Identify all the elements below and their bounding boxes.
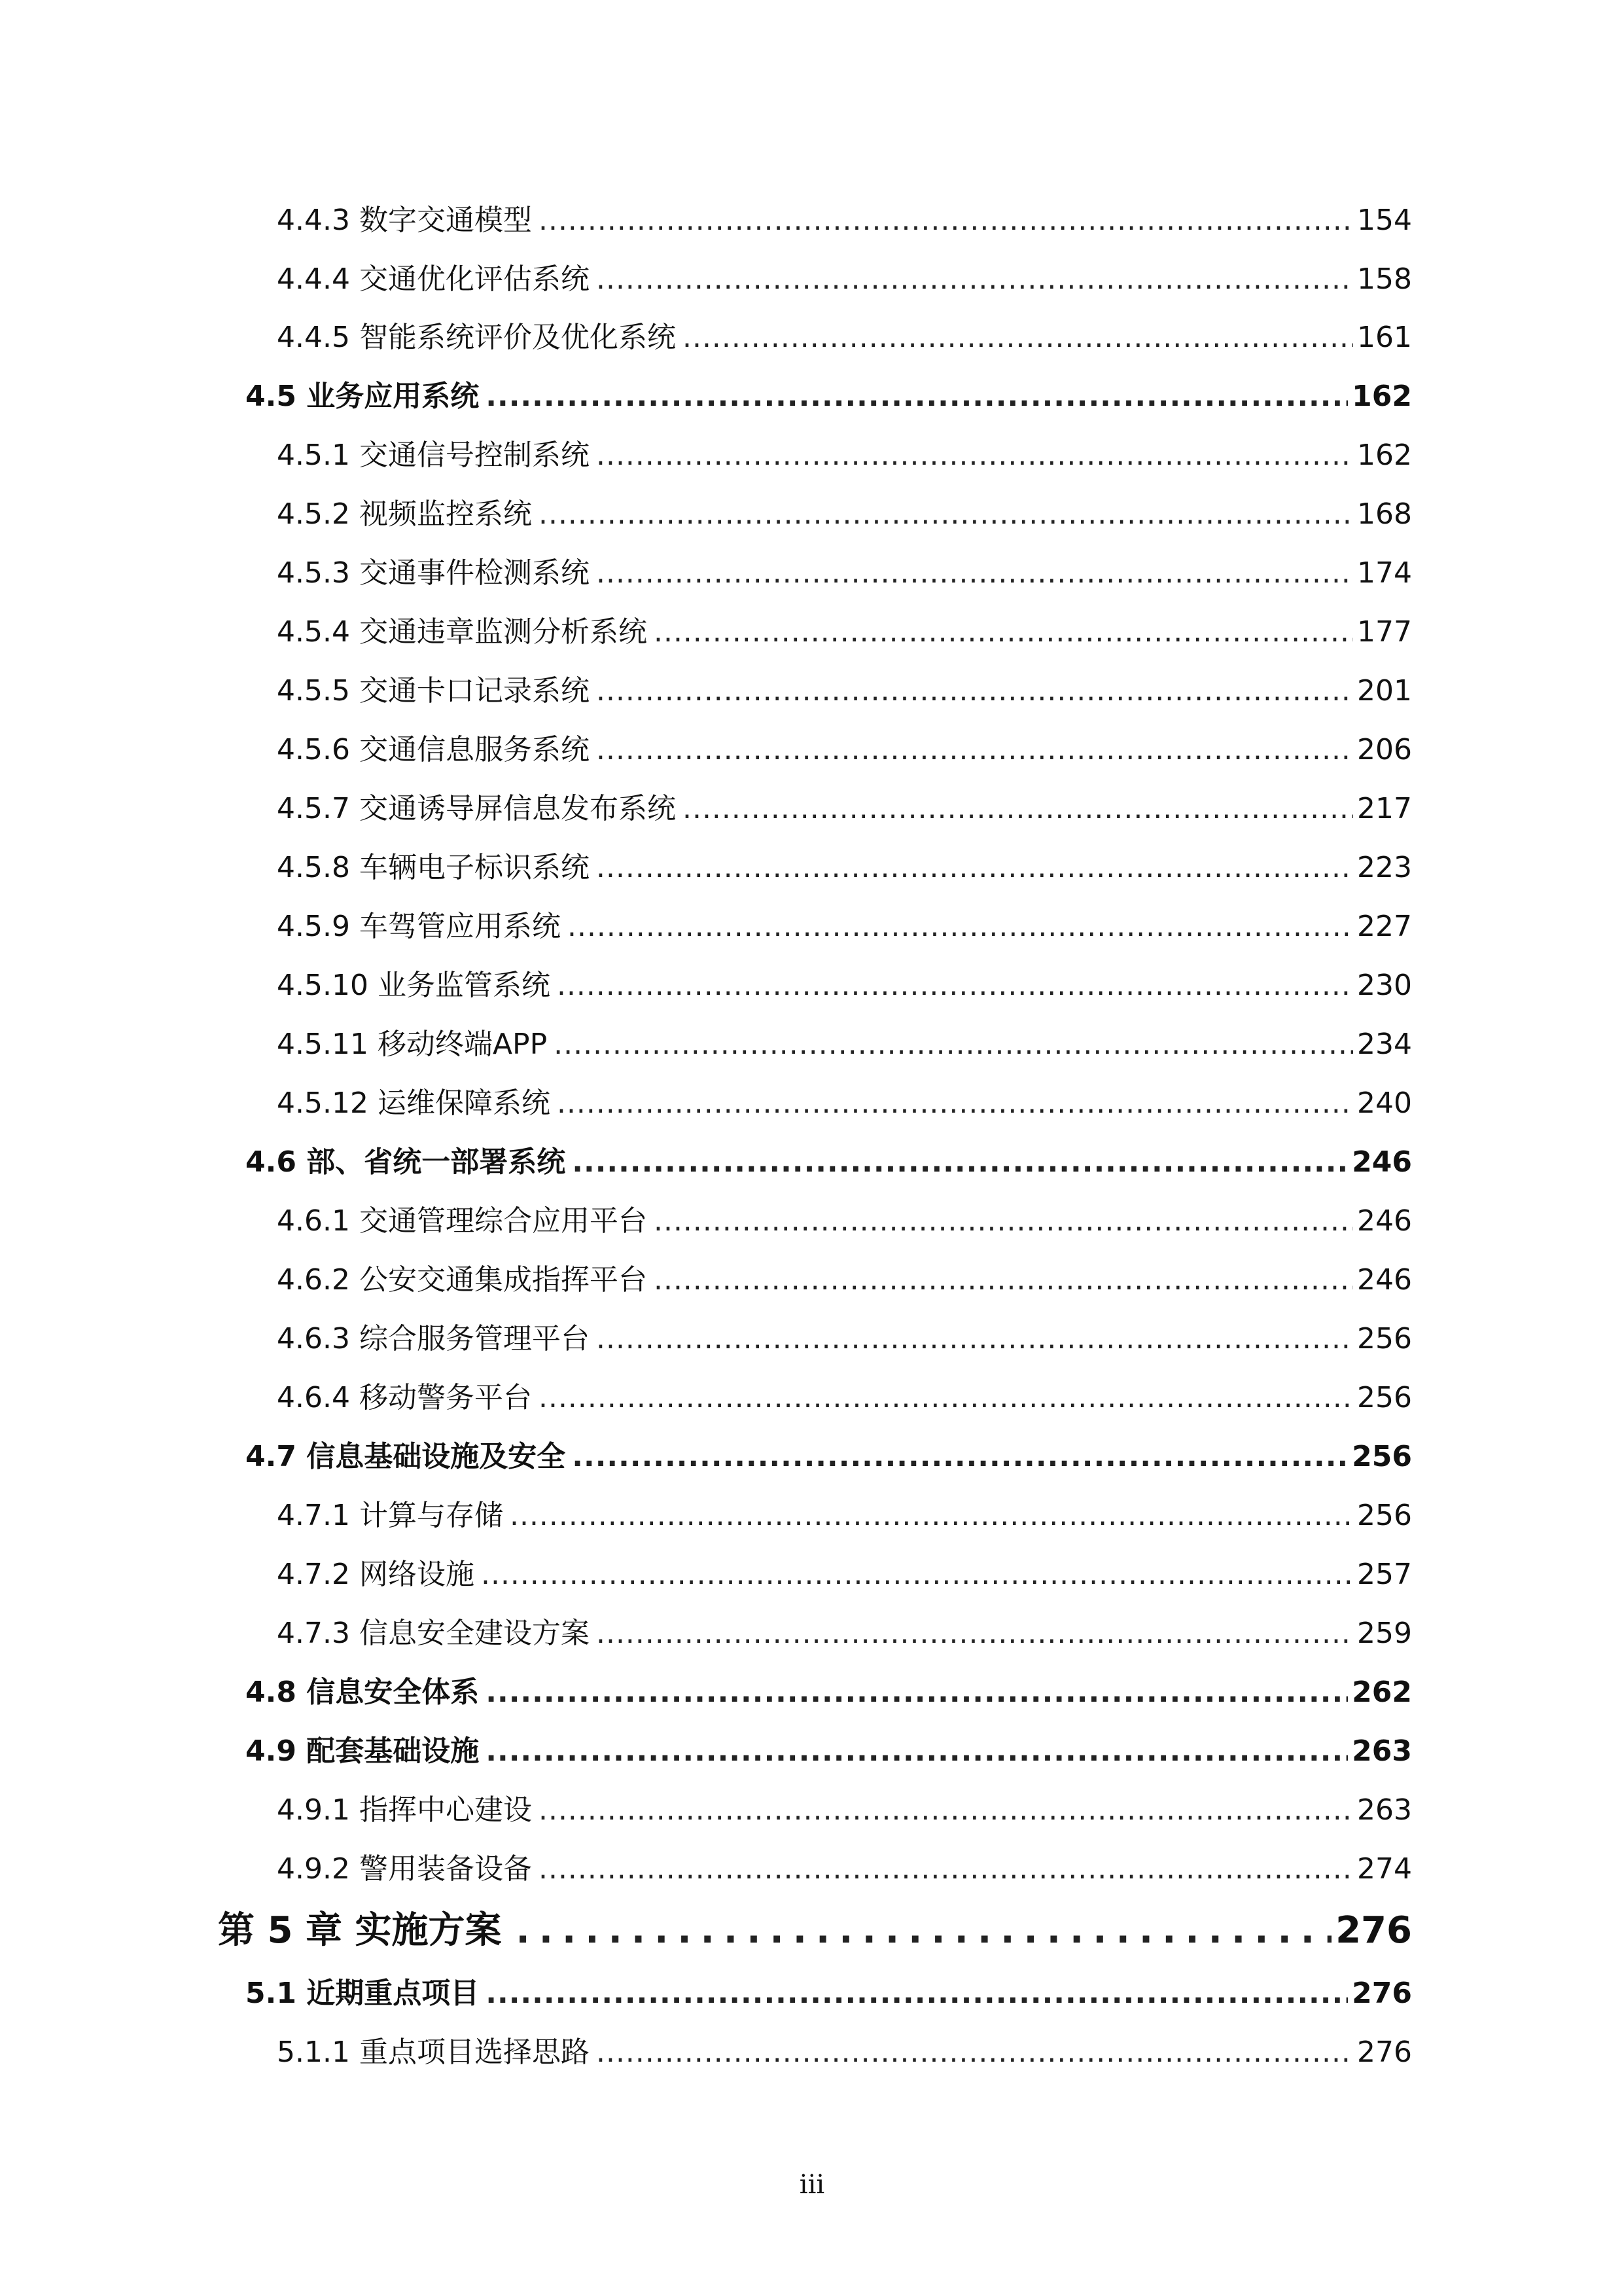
toc-entry-number: 4.9.1 <box>277 1793 350 1827</box>
toc-entry-number: 4.7 <box>245 1440 296 1473</box>
toc-entry-page: 223 <box>1357 851 1412 884</box>
toc-entry-label <box>277 1315 590 1357</box>
toc-entry-page: 263 <box>1352 1734 1412 1768</box>
toc-entry-title: 交通事件检测系统 <box>359 556 590 590</box>
toc-entry-page: 161 <box>1357 321 1412 354</box>
toc-entry-label <box>277 314 676 355</box>
toc-entry-label <box>277 1020 547 1062</box>
toc-leader-dots <box>596 2036 1353 2069</box>
toc-entry-page: 276 <box>1352 1977 1412 2010</box>
toc-entry-title: 交通诱导屏信息发布系统 <box>359 792 676 825</box>
toc-entry-label <box>245 1433 565 1475</box>
toc-entry-label <box>277 608 647 650</box>
toc-entry-label <box>277 1374 532 1416</box>
toc-entry-number: 4.5.9 <box>277 910 350 943</box>
toc-entry-title: 信息安全体系 <box>306 1676 480 1709</box>
toc-entry-4-6-4[interactable] <box>277 1374 1412 1416</box>
toc-entry-label <box>245 1727 479 1769</box>
toc-entry-page: 174 <box>1357 556 1412 590</box>
toc-entry-page: 257 <box>1357 1558 1412 1591</box>
toc-leader-dots <box>485 1676 1348 1709</box>
toc-entry-title: 智能系统评价及优化系统 <box>359 321 676 354</box>
toc-entry-label <box>245 372 479 414</box>
toc-entry-page: 177 <box>1357 615 1412 649</box>
toc-entry-label <box>277 961 550 1003</box>
toc-leader-dots <box>485 1977 1348 2010</box>
toc-leader-dots <box>572 1440 1348 1473</box>
toc-entry-page: 274 <box>1357 1852 1412 1886</box>
toc-entry-title: 业务监管系统 <box>377 969 550 1002</box>
toc-entry-label <box>277 431 590 473</box>
toc-entry-4-6-3[interactable] <box>277 1315 1412 1357</box>
toc-leader-dots <box>538 204 1353 237</box>
toc-leader-dots <box>567 910 1353 943</box>
toc-leader-dots <box>538 497 1353 531</box>
toc-entry-4-5[interactable] <box>245 372 1412 414</box>
toc-entry-title: 网络设施 <box>359 1558 474 1591</box>
toc-entry-title: 部、省统一部署系统 <box>306 1145 566 1179</box>
toc-entry-title: 交通信息服务系统 <box>359 733 590 766</box>
toc-entry-label <box>277 1609 590 1651</box>
toc-entry-label <box>277 549 590 591</box>
toc-entry-page: 234 <box>1357 1028 1412 1061</box>
toc-entry-title: 重点项目选择思路 <box>359 2036 590 2069</box>
toc-entry-label <box>218 1901 501 1954</box>
toc-leader-dots <box>557 969 1353 1002</box>
toc-entry-number: 4.9.2 <box>277 1852 350 1886</box>
toc-leader-dots <box>596 262 1353 296</box>
toc-entry-title: 公安交通集成指挥平台 <box>359 1263 647 1297</box>
toc-entry-number: 4.5.3 <box>277 556 350 590</box>
toc-entry-label <box>245 1138 565 1180</box>
toc-entry-page: 240 <box>1357 1086 1412 1120</box>
toc-entry-label <box>277 1845 532 1887</box>
toc-entry-page: 206 <box>1357 733 1412 766</box>
toc-entry-4-7-2[interactable] <box>277 1551 1412 1592</box>
toc-leader-dots <box>485 380 1348 413</box>
toc-entry-label <box>277 844 590 886</box>
toc-leader-dots <box>572 1145 1348 1179</box>
toc-entry-page: 168 <box>1357 497 1412 531</box>
toc-leader-dots <box>682 792 1353 825</box>
toc-entry-4-8[interactable] <box>245 1668 1412 1710</box>
toc-entry-number: 4.4.3 <box>277 204 350 237</box>
toc-entry-number: 4.5.10 <box>277 969 368 1002</box>
toc-entry-page: 230 <box>1357 969 1412 1002</box>
toc-entry-number: 4.6.4 <box>277 1381 350 1414</box>
toc-entry-number: 4.6.2 <box>277 1263 350 1297</box>
toc-leader-dots <box>654 1263 1353 1297</box>
toc-entry-4-5-3[interactable] <box>277 549 1412 591</box>
toc-entry-title: 综合服务管理平台 <box>359 1322 590 1355</box>
toc-leader-dots <box>682 321 1353 354</box>
toc-entry-title: 近期重点项目 <box>306 1977 480 2010</box>
toc-entry-4-7-3[interactable] <box>277 1609 1412 1651</box>
toc-entry-4-5-12[interactable] <box>277 1079 1412 1121</box>
toc-entry-title: 交通违章监测分析系统 <box>359 615 647 649</box>
toc-leader-dots <box>485 1734 1348 1768</box>
toc-entry-number: 4.5.6 <box>277 733 350 766</box>
toc-leader-dots <box>596 1617 1353 1650</box>
toc-entry-4-5-1[interactable] <box>277 431 1412 473</box>
toc-entry-label <box>277 255 590 297</box>
toc-entry-number: 4.7.2 <box>277 1558 350 1591</box>
toc-entry-number: 5.1.1 <box>277 2036 350 2069</box>
toc-entry-4-9-1[interactable] <box>277 1786 1412 1828</box>
toc-entry-page: 162 <box>1352 380 1412 413</box>
toc-entry-number: 4.4.4 <box>277 262 350 296</box>
toc-entry-page: 262 <box>1352 1676 1412 1709</box>
toc-entry-5-1-1[interactable] <box>277 2028 1412 2070</box>
toc-entry-4-6-1[interactable] <box>277 1197 1412 1239</box>
toc-entry-label <box>277 667 590 709</box>
toc-entry-number: 4.7.3 <box>277 1617 350 1650</box>
toc-entry-title: 业务应用系统 <box>306 380 480 413</box>
toc-entry-4-5-4[interactable] <box>277 608 1412 650</box>
toc-entry-chapter-5[interactable] <box>218 1901 1412 1954</box>
toc-leader-dots <box>596 851 1353 884</box>
toc-leader-dots <box>481 1558 1353 1591</box>
toc-entry-page: 259 <box>1357 1617 1412 1650</box>
toc-leader-dots <box>554 1028 1353 1061</box>
toc-entry-page: 154 <box>1357 204 1412 237</box>
toc-entry-page: 162 <box>1357 439 1412 472</box>
toc-entry-4-5-6[interactable] <box>277 726 1412 768</box>
toc-entry-title: 指挥中心建设 <box>359 1793 532 1827</box>
toc-entry-title: 实施方案 <box>355 1909 502 1952</box>
toc-leader-dots <box>516 1909 1332 1952</box>
toc-entry-label <box>277 726 590 768</box>
toc-leader-dots <box>654 615 1353 649</box>
toc-entry-4-5-7[interactable] <box>277 785 1412 827</box>
toc-entry-4-5-10[interactable] <box>277 961 1412 1003</box>
toc-entry-page: 246 <box>1357 1263 1412 1297</box>
toc-entry-page: 227 <box>1357 910 1412 943</box>
toc-entry-title: 运维保障系统 <box>377 1086 550 1120</box>
toc-entry-number: 4.5.4 <box>277 615 350 649</box>
toc-entry-title: 信息基础设施及安全 <box>306 1440 566 1473</box>
toc-entry-title: 车驾管应用系统 <box>359 910 561 943</box>
toc-entry-5-1[interactable] <box>245 1969 1412 2011</box>
toc-entry-number: 4.5.5 <box>277 674 350 708</box>
toc-entry-4-7-1[interactable] <box>277 1492 1412 1534</box>
toc-entry-page: 276 <box>1335 1909 1412 1952</box>
toc-entry-label <box>277 1197 647 1239</box>
toc-entry-title: 数字交通模型 <box>359 204 532 237</box>
toc-entry-label <box>277 1079 550 1121</box>
toc-entry-page: 217 <box>1357 792 1412 825</box>
toc-entry-number: 4.8 <box>245 1676 296 1709</box>
toc-entry-label <box>277 1786 532 1828</box>
toc-entry-number: 第 5 章 <box>218 1909 342 1952</box>
toc-entry-label <box>277 1492 503 1534</box>
toc-entry-label <box>245 1668 479 1710</box>
toc-entry-title: 配套基础设施 <box>306 1734 480 1768</box>
toc-leader-dots <box>538 1381 1353 1414</box>
toc-leader-dots <box>510 1499 1353 1532</box>
toc-leader-dots <box>538 1793 1353 1827</box>
toc-entry-title: 交通管理综合应用平台 <box>359 1204 647 1238</box>
toc-entry-page: 276 <box>1357 2036 1412 2069</box>
toc-leader-dots <box>654 1204 1353 1238</box>
toc-entry-label <box>277 490 532 532</box>
toc-entry-number: 4.6 <box>245 1145 296 1179</box>
toc-leader-dots <box>596 1322 1353 1355</box>
toc-entry-title: 视频监控系统 <box>359 497 532 531</box>
toc-entry-number: 4.5.12 <box>277 1086 368 1120</box>
toc-entry-4-9[interactable] <box>245 1727 1412 1769</box>
toc-entry-title: 计算与存储 <box>359 1499 503 1532</box>
toc-entry-page: 246 <box>1352 1145 1412 1179</box>
toc-entry-title: 移动终端APP <box>377 1028 548 1061</box>
toc-entry-title: 交通优化评估系统 <box>359 262 590 296</box>
toc-entry-label <box>277 785 676 827</box>
toc-entry-page: 263 <box>1357 1793 1412 1827</box>
toc-entry-title: 警用装备设备 <box>359 1852 532 1886</box>
toc-entry-number: 4.7.1 <box>277 1499 350 1532</box>
toc-entry-4-9-2[interactable] <box>277 1845 1412 1887</box>
toc-entry-number: 4.5 <box>245 380 296 413</box>
toc-entry-number: 4.6.1 <box>277 1204 350 1238</box>
toc-entry-number: 4.6.3 <box>277 1322 350 1355</box>
toc-entry-title: 信息安全建设方案 <box>359 1617 590 1650</box>
toc-entry-number: 4.5.1 <box>277 439 350 472</box>
toc-entry-label <box>277 196 532 238</box>
toc-entry-page: 256 <box>1352 1440 1412 1473</box>
toc-entry-page: 256 <box>1357 1499 1412 1532</box>
toc-entry-page: 256 <box>1357 1381 1412 1414</box>
toc-entry-page: 256 <box>1357 1322 1412 1355</box>
toc-leader-dots <box>538 1852 1353 1886</box>
toc-entry-page: 246 <box>1357 1204 1412 1238</box>
page-number-footer: iii <box>799 2170 825 2200</box>
toc-entry-page: 158 <box>1357 262 1412 296</box>
toc-entry-4-6[interactable] <box>245 1138 1412 1180</box>
toc-entry-4-5-8[interactable] <box>277 844 1412 886</box>
toc-entry-4-7[interactable] <box>245 1433 1412 1475</box>
toc-entry-4-5-9[interactable] <box>277 903 1412 944</box>
toc-entry-4-5-11[interactable] <box>277 1020 1412 1062</box>
toc-entry-number: 4.5.2 <box>277 497 350 531</box>
toc-leader-dots <box>596 733 1353 766</box>
toc-entry-number: 4.5.8 <box>277 851 350 884</box>
toc-entry-title: 交通卡口记录系统 <box>359 674 590 708</box>
toc-entry-4-5-5[interactable] <box>277 667 1412 709</box>
toc-leader-dots <box>596 556 1353 590</box>
toc-leader-dots <box>596 674 1353 708</box>
toc-entry-number: 4.5.11 <box>277 1028 368 1061</box>
toc-entry-page: 201 <box>1357 674 1412 708</box>
toc-entry-number: 5.1 <box>245 1977 296 2010</box>
toc-entry-4-4-4[interactable] <box>277 255 1412 297</box>
toc-entry-number: 4.9 <box>245 1734 296 1768</box>
toc-entry-title: 车辆电子标识系统 <box>359 851 590 884</box>
toc-entry-title: 交通信号控制系统 <box>359 439 590 472</box>
toc-entry-title: 移动警务平台 <box>359 1381 532 1414</box>
toc-leader-dots <box>596 439 1353 472</box>
toc-entry-label <box>277 903 561 944</box>
toc-entry-4-4-5[interactable] <box>277 314 1412 355</box>
toc-entry-4-4-3[interactable] <box>277 196 1412 238</box>
toc-entry-4-6-2[interactable] <box>277 1256 1412 1298</box>
toc-entry-number: 4.5.7 <box>277 792 350 825</box>
toc-entry-4-5-2[interactable] <box>277 490 1412 532</box>
toc-entry-label <box>245 1969 479 2011</box>
toc-entry-number: 4.4.5 <box>277 321 350 354</box>
toc-leader-dots <box>557 1086 1353 1120</box>
toc-entry-label <box>277 1256 647 1298</box>
toc-entry-label <box>277 2028 590 2070</box>
toc-entry-label <box>277 1551 474 1592</box>
